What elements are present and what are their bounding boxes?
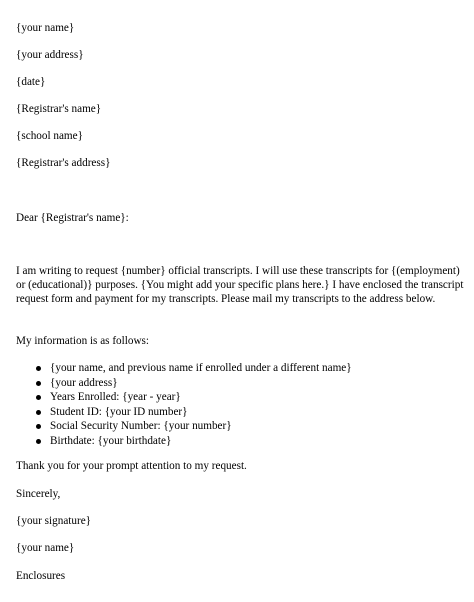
list-item: Student ID: {your ID number} bbox=[16, 405, 456, 420]
salutation: Dear {Registrar's name}: bbox=[16, 212, 129, 224]
list-item: Years Enrolled: {year - year} bbox=[16, 390, 456, 405]
bullet-icon bbox=[36, 395, 41, 400]
sender-address: {your address} bbox=[16, 49, 84, 61]
bullet-icon bbox=[36, 424, 41, 429]
bullet-icon bbox=[36, 366, 41, 371]
sender-name: {your name} bbox=[16, 22, 75, 34]
school-name: {school name} bbox=[16, 130, 83, 142]
thanks-line: Thank you for your prompt attention to my request. bbox=[16, 460, 247, 472]
enclosures-note: Enclosures bbox=[16, 570, 66, 582]
bullet-icon bbox=[36, 410, 41, 415]
list-item: {your address} bbox=[16, 376, 456, 391]
registrar-name: {Registrar's name} bbox=[16, 103, 102, 115]
signature-placeholder: {your signature} bbox=[16, 515, 92, 527]
registrar-address: {Registrar's address} bbox=[16, 157, 111, 169]
info-intro: My information is as follows: bbox=[16, 335, 149, 347]
bullet-icon bbox=[36, 439, 41, 444]
list-item: {your name, and previous name if enrolled under a different name} bbox=[16, 361, 456, 376]
list-item: Social Security Number: {your number} bbox=[16, 419, 456, 434]
request-paragraph: I am writing to request {number} official transcripts. I will use these transcripts for {(employment) or (educational)} purposes. {You might add your specific plans here.} I have enclosed the transcript request form and payment for my transcripts. Please mail my transcripts to the address below. bbox=[16, 265, 464, 306]
closing-name: {your name} bbox=[16, 542, 75, 554]
list-item: Birthdate: {your birthdate} bbox=[16, 434, 456, 449]
bullet-icon bbox=[36, 381, 41, 386]
letter-date: {date} bbox=[16, 76, 46, 88]
info-list bbox=[16, 361, 456, 448]
closing-sincerely: Sincerely, bbox=[16, 488, 61, 500]
